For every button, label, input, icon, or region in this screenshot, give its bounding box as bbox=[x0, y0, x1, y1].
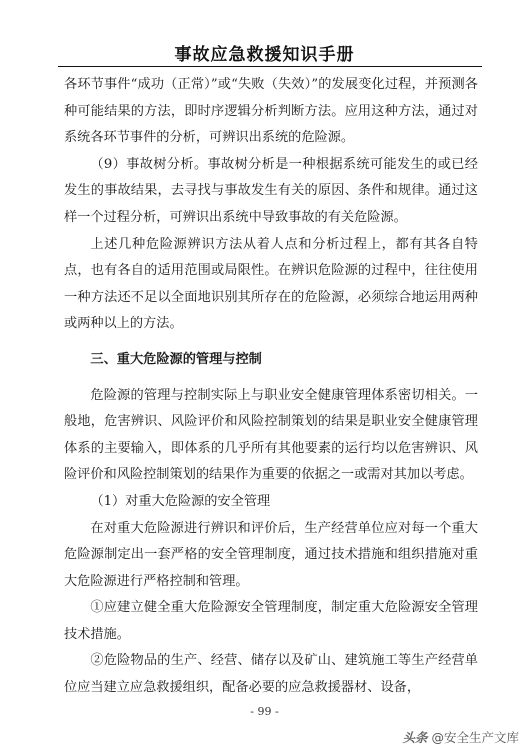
paragraph-fault-tree: （9）事故树分析。事故树分析是一种根据系统可能发生的或已经发生的事故结果，去寻找与事故发生有关的原因、条件和规律。通过这样一个过程分析，可辨识出系统中导致事故的有关危险源。 bbox=[64, 156, 478, 225]
page-header-title: 事故应急救援知识手册 bbox=[174, 45, 355, 65]
watermark-logo: 头条 bbox=[402, 730, 428, 745]
document-body bbox=[64, 72, 478, 702]
paragraph-continuation: 各环节事件“成功（正常）”或“失败（失效）”的发展变化过程，并预测各种可能结果的方法，即时序逻辑分析判断方法。应用这种方法，通过对系统各环节事件的分析，可辨识出系统的危险源。 bbox=[64, 77, 478, 146]
watermark-text: @安全生产文库 bbox=[431, 730, 519, 745]
list-item-1: ①应建立健全重大危险源安全管理制度，制定重大危险源安全管理技术措施。 bbox=[64, 600, 478, 642]
page-number: - 99 - bbox=[250, 705, 279, 718]
section-heading: 三、重大危险源的管理与控制 bbox=[90, 351, 262, 367]
watermark bbox=[402, 728, 519, 746]
header-divider bbox=[58, 66, 482, 67]
paragraph-management: 危险源的管理与控制实际上与职业安全健康管理体系密切相关。一般地，危害辨识、风险评价和风险控制策划的结果是职业安全健康管理体系的主要输入，即体系的几乎所有其他要素的运行均以危害辨识、风险评价和风险控制策划的结果作为重要的依据之一或需对其加以考虑。 bbox=[64, 387, 478, 483]
paragraph-safety-system: 在对重大危险源进行辨识和评价后，生产经营单位应对每一个重大危险源制定出一套严格的安全管理制度，通过技术措施和组织措施对重大危险源进行严格控制和管理。 bbox=[64, 520, 478, 589]
paragraph-method-summary: 上述几种危险源辨识方法从着人点和分析过程上，都有其各自特点，也有各自的适用范围或局限性。在辨识危险源的过程中，往往使用一种方法还不足以全面地识别其所存在的危险源，必须综合地运用两种或两种以上的方法。 bbox=[64, 236, 478, 332]
subsection-heading: （1）对重大危险源的安全管理 bbox=[90, 493, 271, 509]
list-item-2: ②危险物品的生产、经营、储存以及矿山、建筑施工等生产经营单位应当建立应急救援组织，配备必要的应急救援器材、设备， bbox=[64, 653, 478, 696]
